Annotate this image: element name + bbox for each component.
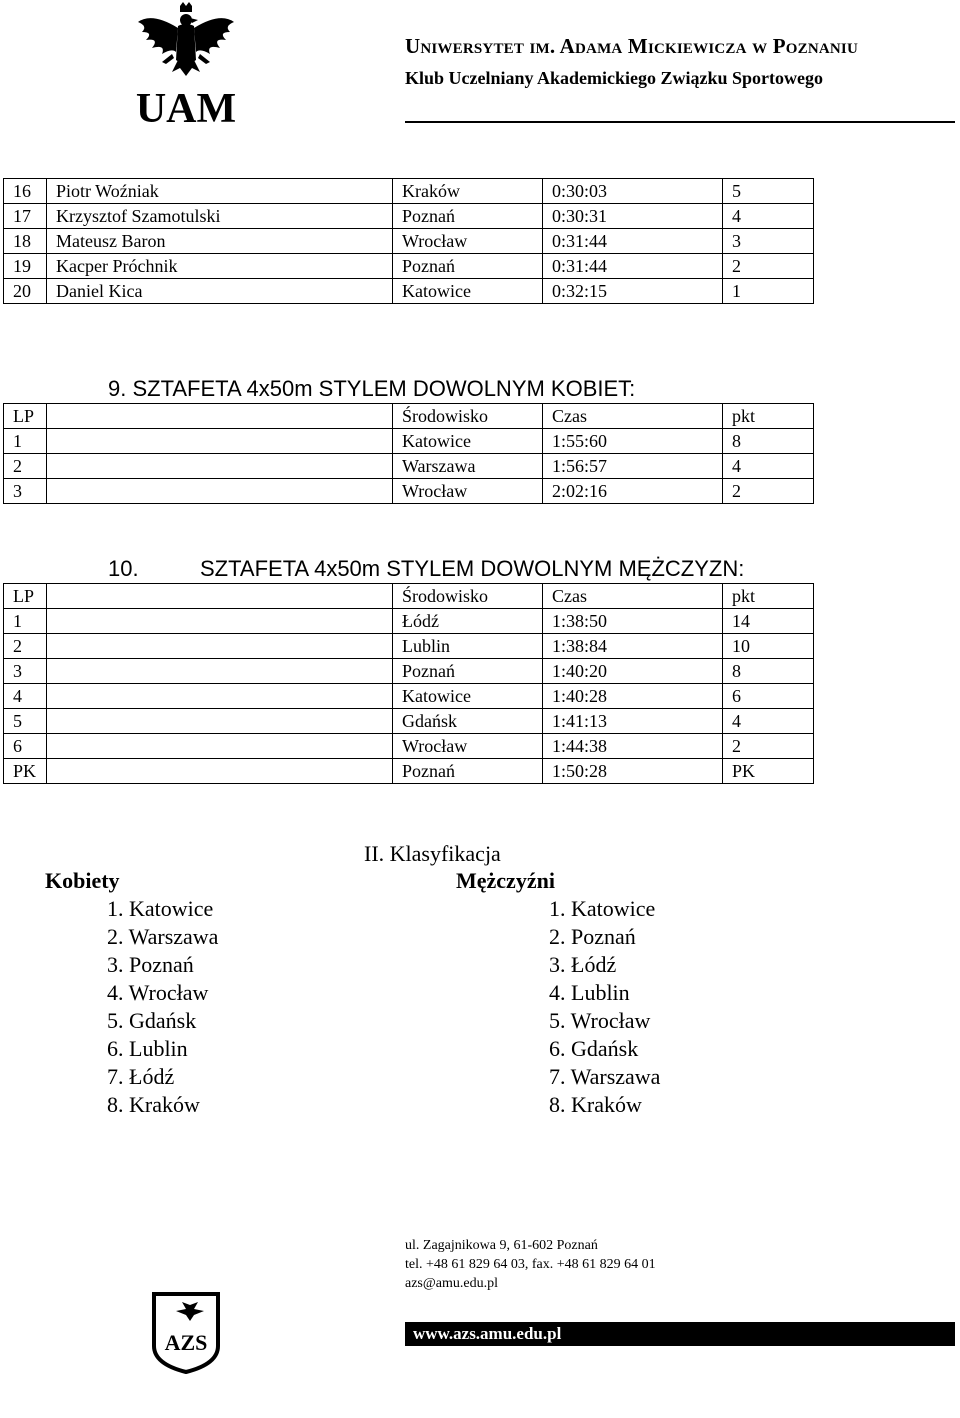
table-cell xyxy=(47,659,393,684)
table-cell: Poznań xyxy=(393,759,543,784)
table-cell xyxy=(47,429,393,454)
table-row xyxy=(4,609,814,634)
table-cell: 1:41:13 xyxy=(543,709,723,734)
table-row xyxy=(4,229,814,254)
classification-title: II. Klasyfikacja xyxy=(364,841,501,866)
table-row xyxy=(4,179,814,204)
table-cell: 5 xyxy=(4,709,47,734)
table-cell xyxy=(47,684,393,709)
header-divider xyxy=(405,121,955,123)
address-line: ul. Zagajnikowa 9, 61-602 Poznań xyxy=(405,1238,598,1253)
table-cell xyxy=(47,634,393,659)
table-cell: Wrocław xyxy=(393,734,543,759)
table-cell: 1:55:60 xyxy=(543,429,723,454)
table-cell: 1:40:28 xyxy=(543,684,723,709)
table-cell: 16 xyxy=(4,179,47,204)
women-rank-item: 4. Wrocław xyxy=(107,980,209,1005)
uam-logo-text: UAM xyxy=(135,86,237,128)
table-header-cell xyxy=(47,584,393,609)
table-cell: 1:40:20 xyxy=(543,659,723,684)
men-rank-item: 5. Wrocław xyxy=(549,1008,651,1033)
university-name: Uniwersytet im. Adama Mickiewicza w Poznaniu xyxy=(405,34,858,58)
table-cell: Poznań xyxy=(393,254,543,279)
table-cell: Krzysztof Szamotulski xyxy=(47,204,393,229)
table-cell: 8 xyxy=(723,659,814,684)
table-cell xyxy=(47,759,393,784)
men-rank-item: 1. Katowice xyxy=(549,896,656,921)
women-rank-item: 7. Łódź xyxy=(107,1064,175,1089)
table-cell: 4 xyxy=(723,709,814,734)
table-cell: 2 xyxy=(723,734,814,759)
table-cell: Łódź xyxy=(393,609,543,634)
table-header-cell: Czas xyxy=(543,584,723,609)
men-rank-item: 4. Lublin xyxy=(549,980,630,1005)
table-row xyxy=(4,454,814,479)
relay-men-caption: SZTAFETA 4x50m STYLEM DOWOLNYM MĘŻCZYZN: xyxy=(200,556,745,581)
table-cell: Wrocław xyxy=(393,229,543,254)
table-cell: 3 xyxy=(4,659,47,684)
table-row xyxy=(4,734,814,759)
table-row xyxy=(4,254,814,279)
table-cell: Warszawa xyxy=(393,454,543,479)
table-row xyxy=(4,429,814,454)
table-row xyxy=(4,479,814,504)
table-cell: 6 xyxy=(723,684,814,709)
table-cell: 2 xyxy=(723,479,814,504)
women-rank-item: 3. Poznań xyxy=(107,952,194,977)
azs-logo-text: AZS xyxy=(164,1330,208,1355)
table-header-row xyxy=(4,404,814,429)
website-link[interactable]: www.azs.amu.edu.pl xyxy=(405,1322,955,1346)
table-cell: Daniel Kica xyxy=(47,279,393,304)
table-cell: 14 xyxy=(723,609,814,634)
table-header-cell: pkt xyxy=(723,584,814,609)
table-row xyxy=(4,659,814,684)
table-cell: 6 xyxy=(4,734,47,759)
table-cell: 1:50:28 xyxy=(543,759,723,784)
table-cell: 3 xyxy=(723,229,814,254)
table-cell: 8 xyxy=(723,429,814,454)
table-cell: 2:02:16 xyxy=(543,479,723,504)
table-header-cell: Środowisko xyxy=(393,404,543,429)
table-row xyxy=(4,759,814,784)
table-cell: 5 xyxy=(723,179,814,204)
table-cell: 18 xyxy=(4,229,47,254)
table-cell: Lublin xyxy=(393,634,543,659)
table-cell: Gdańsk xyxy=(393,709,543,734)
men-rank-item: 7. Warszawa xyxy=(549,1064,661,1089)
table-header-cell: pkt xyxy=(723,404,814,429)
table-cell: 4 xyxy=(723,204,814,229)
table-cell: 0:31:44 xyxy=(543,254,723,279)
women-rank-item: 5. Gdańsk xyxy=(107,1008,197,1033)
contact-block xyxy=(405,1236,656,1293)
women-rank-item: 2. Warszawa xyxy=(107,924,219,949)
table-cell xyxy=(47,479,393,504)
women-rank-item: 6. Lublin xyxy=(107,1036,188,1061)
table-header-cell: LP xyxy=(4,584,47,609)
table-cell: 20 xyxy=(4,279,47,304)
table-cell: Kacper Próchnik xyxy=(47,254,393,279)
table-cell: Katowice xyxy=(393,684,543,709)
women-rank-item: 8. Kraków xyxy=(107,1092,200,1117)
table-header-row xyxy=(4,584,814,609)
women-rank-item: 1. Katowice xyxy=(107,896,214,921)
relay-men-table xyxy=(3,583,814,784)
men-heading: Mężczyźni xyxy=(456,868,555,893)
table-cell: 0:32:15 xyxy=(543,279,723,304)
table-cell: Poznań xyxy=(393,659,543,684)
table-cell: Katowice xyxy=(393,279,543,304)
men-rank-item: 3. Łódź xyxy=(549,952,617,977)
table-cell: 17 xyxy=(4,204,47,229)
table-cell: 19 xyxy=(4,254,47,279)
azs-logo xyxy=(150,1290,222,1374)
table-cell: 2 xyxy=(4,454,47,479)
table-cell: 0:31:44 xyxy=(543,229,723,254)
table-header-cell xyxy=(47,404,393,429)
results-table xyxy=(3,178,814,304)
uam-logo xyxy=(132,2,240,128)
men-rank-item: 6. Gdańsk xyxy=(549,1036,639,1061)
email-link[interactable]: azs@amu.edu.pl xyxy=(405,1276,498,1291)
table-cell: 1 xyxy=(723,279,814,304)
table-cell: Mateusz Baron xyxy=(47,229,393,254)
table-cell: Katowice xyxy=(393,429,543,454)
table-cell: 1:56:57 xyxy=(543,454,723,479)
table-row xyxy=(4,279,814,304)
relay-women-table xyxy=(3,403,814,504)
club-name: Klub Uczelniany Akademickiego Związku Sportowego xyxy=(405,68,824,88)
table-header-cell: LP xyxy=(4,404,47,429)
table-cell: Kraków xyxy=(393,179,543,204)
relay-men-caption-number: 10. xyxy=(108,556,139,581)
phone-line: tel. +48 61 829 64 03, fax. +48 61 829 64 01 xyxy=(405,1257,656,1272)
table-cell: Piotr Woźniak xyxy=(47,179,393,204)
table-cell xyxy=(47,609,393,634)
table-row xyxy=(4,709,814,734)
table-cell: 1 xyxy=(4,429,47,454)
table-cell xyxy=(47,709,393,734)
table-header-cell: Czas xyxy=(543,404,723,429)
table-cell: 1:38:84 xyxy=(543,634,723,659)
table-header-cell: Środowisko xyxy=(393,584,543,609)
table-row xyxy=(4,684,814,709)
table-cell: Poznań xyxy=(393,204,543,229)
table-cell: 4 xyxy=(4,684,47,709)
table-row xyxy=(4,204,814,229)
table-cell xyxy=(47,734,393,759)
women-heading: Kobiety xyxy=(45,868,120,893)
table-cell: 2 xyxy=(723,254,814,279)
table-cell: 3 xyxy=(4,479,47,504)
table-cell: 4 xyxy=(723,454,814,479)
men-rank-item: 2. Poznań xyxy=(549,924,636,949)
table-cell: 0:30:31 xyxy=(543,204,723,229)
table-cell: 2 xyxy=(4,634,47,659)
table-cell xyxy=(47,454,393,479)
table-cell: 1:44:38 xyxy=(543,734,723,759)
table-cell: 10 xyxy=(723,634,814,659)
table-row xyxy=(4,634,814,659)
table-cell: Wrocław xyxy=(393,479,543,504)
table-cell: 1:38:50 xyxy=(543,609,723,634)
men-rank-item: 8. Kraków xyxy=(549,1092,642,1117)
table-cell: PK xyxy=(723,759,814,784)
relay-women-caption: 9. SZTAFETA 4x50m STYLEM DOWOLNYM KOBIET: xyxy=(108,376,636,401)
table-cell: 0:30:03 xyxy=(543,179,723,204)
table-cell: PK xyxy=(4,759,47,784)
table-cell: 1 xyxy=(4,609,47,634)
